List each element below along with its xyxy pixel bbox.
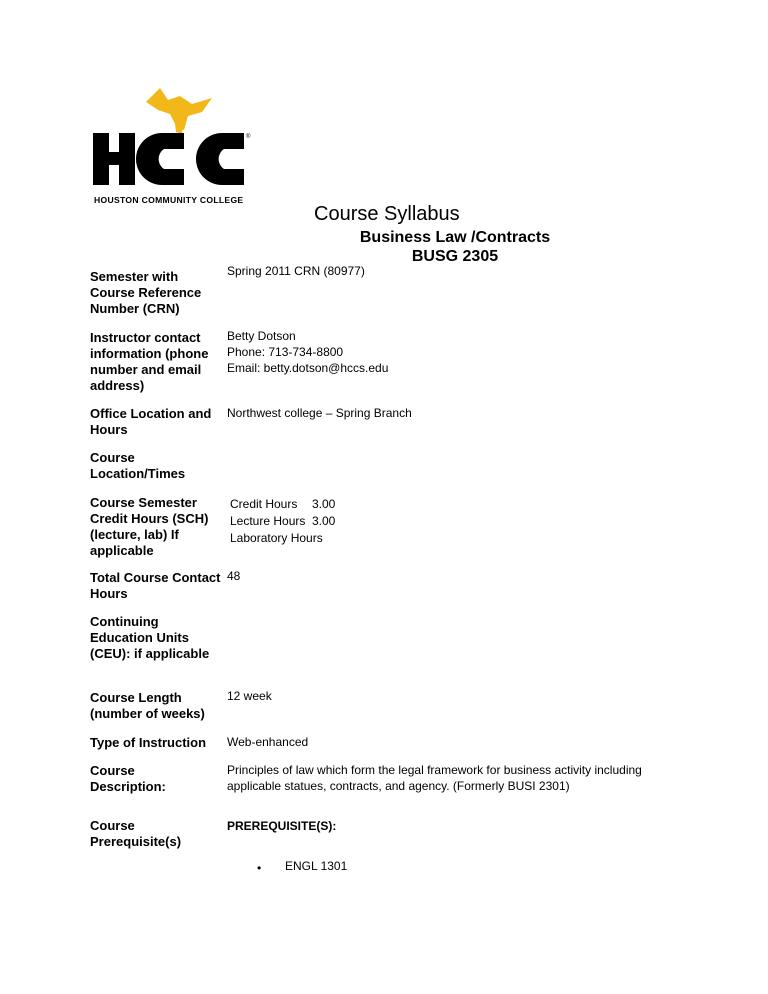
office-value: Northwest college – Spring Branch [227, 406, 412, 420]
credit-hours-table [230, 496, 335, 547]
course-length-label: Course Length (number of weeks) [90, 690, 205, 721]
course-name: Business Law /Contracts [359, 229, 551, 246]
svg-text:®: ® [246, 134, 251, 140]
semester-label: Semester with Course Reference Number (CRN) [90, 269, 202, 316]
office-label: Office Location and Hours [90, 406, 212, 437]
hcc-letters [93, 133, 244, 185]
prerequisites-heading: PREREQUISITE(S): [227, 819, 337, 833]
hcc-logo [88, 86, 258, 208]
hours-name: Credit Hours [230, 497, 298, 511]
hours-name: Laboratory Hours [230, 531, 323, 545]
instructor-email: Email: betty.dotson@hccs.edu [227, 361, 389, 375]
description-line-1: Principles of law which form the legal framework for business activity including [227, 763, 642, 777]
lecture-hours-row [230, 513, 335, 530]
course-length-value: 12 week [227, 689, 272, 703]
description-line-2: applicable statues, contracts, and agency. (Formerly BUSI 2301) [227, 779, 570, 793]
location-label: Course Location/Times [90, 450, 186, 481]
hours-name: Lecture Hours [230, 514, 306, 528]
course-code: BUSG 2305 [411, 248, 499, 265]
document-title: Course Syllabus [314, 203, 460, 225]
credit-hours-row [230, 496, 335, 513]
contact-hours-label: Total Course Contact Hours [90, 570, 221, 601]
hours-value: 3.00 [312, 497, 336, 511]
prerequisite-item: ENGL 1301 [285, 859, 348, 873]
description-label: Course Description: [90, 763, 166, 794]
eagle-icon [146, 88, 212, 134]
prerequisites-label: Course Prerequisite(s) [90, 818, 182, 849]
instruction-type-label: Type of Instruction [90, 735, 207, 750]
semester-value: Spring 2011 CRN (80977) [227, 264, 365, 278]
hours-value: 3.00 [312, 514, 336, 528]
instructor-phone: Phone: 713-734-8800 [227, 345, 344, 359]
instructor-name: Betty Dotson [227, 329, 296, 343]
instruction-type-value: Web-enhanced [227, 735, 309, 749]
instructor-label: Instructor contact information (phone number and email address) [90, 330, 209, 393]
college-name: HOUSTON COMMUNITY COLLEGE [94, 195, 244, 205]
ceu-label: Continuing Education Units (CEU): if applicable [90, 614, 210, 661]
lab-hours-row [230, 530, 335, 547]
hcc-logo-graphic [88, 86, 258, 196]
bullet-icon: • [257, 861, 262, 875]
credit-hours-label: Course Semester Credit Hours (SCH) (lecture, lab) If applicable [90, 495, 209, 558]
contact-hours-value: 48 [227, 569, 241, 583]
